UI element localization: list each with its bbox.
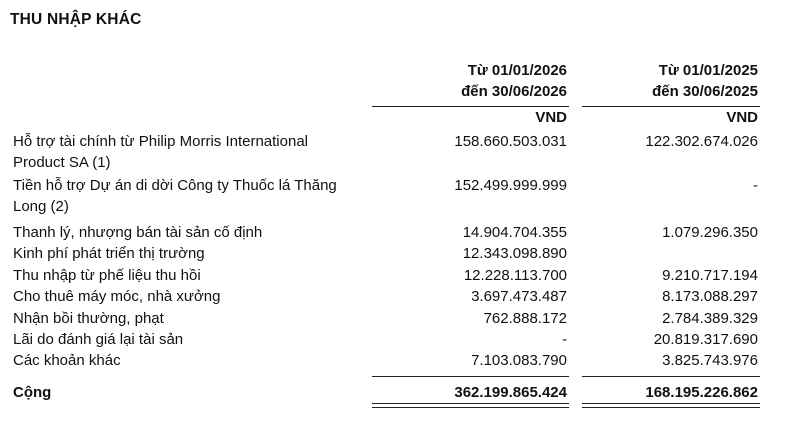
row-value-2025: 2.784.389.329 (662, 310, 758, 327)
row-label: Cho thuê máy móc, nhà xưởng (13, 288, 221, 305)
row-label: Kinh phí phát triển thị trường (13, 245, 205, 262)
row-label: Thu nhập từ phế liệu thu hồi (13, 267, 201, 284)
column-header-2026-line1: Từ 01/01/2026 (467, 62, 567, 79)
row-value-2025: 122.302.674.026 (645, 133, 758, 150)
total-value-2026: 362.199.865.424 (454, 384, 567, 401)
row-label: Hỗ trợ tài chính từ Philip Morris International Product SA (1) (13, 133, 308, 171)
row-value-2025: 8.173.088.297 (662, 288, 758, 305)
total-double-rule-2026 (372, 403, 569, 408)
total-double-rule-2025 (582, 403, 760, 408)
column-header-2025-line2: đến 30/06/2025 (652, 83, 758, 100)
row-label: Thanh lý, nhượng bán tài sản cố định (13, 224, 263, 241)
column-header-2025-line1: Từ 01/01/2025 (658, 62, 758, 79)
row-value-2026: 762.888.172 (483, 310, 567, 327)
row-value-2026: 158.660.503.031 (454, 133, 567, 150)
row-label: Nhận bồi thường, phạt (13, 310, 164, 327)
row-value-2026: - (562, 331, 567, 348)
row-value-2026: 14.904.704.355 (462, 224, 567, 241)
row-value-2026: 7.103.083.790 (471, 352, 567, 369)
row-label: Tiền hỗ trợ Dự án di dời Công ty Thuốc lá Thăng Long (2) (13, 177, 337, 215)
row-value-2025: 20.819.317.690 (653, 331, 758, 348)
row-value-2025: 1.079.296.350 (662, 224, 758, 241)
row-value-2025: - (753, 177, 758, 194)
section-title: THU NHẬP KHÁC (10, 11, 142, 28)
total-label: Cộng (13, 384, 52, 401)
row-label: Lãi do đánh giá lại tài sản (13, 331, 184, 348)
row-value-2026: 12.228.113.700 (463, 267, 567, 284)
unit-label-2026: VND (535, 109, 567, 126)
row-value-2025: 9.210.717.194 (662, 267, 758, 284)
row-label: Các khoản khác (13, 352, 121, 369)
row-value-2026: 3.697.473.487 (471, 288, 567, 305)
row-value-2026: 12.343.098.890 (462, 245, 567, 262)
total-value-2025: 168.195.226.862 (645, 384, 758, 401)
row-value-2025: 3.825.743.976 (662, 352, 758, 369)
column-header-2026-line2: đến 30/06/2026 (461, 83, 567, 100)
row-value-2026: 152.499.999.999 (454, 177, 567, 194)
subtotal-rule-2025 (582, 376, 760, 377)
unit-label-2025: VND (726, 109, 758, 126)
subtotal-rule-2026 (372, 376, 569, 377)
